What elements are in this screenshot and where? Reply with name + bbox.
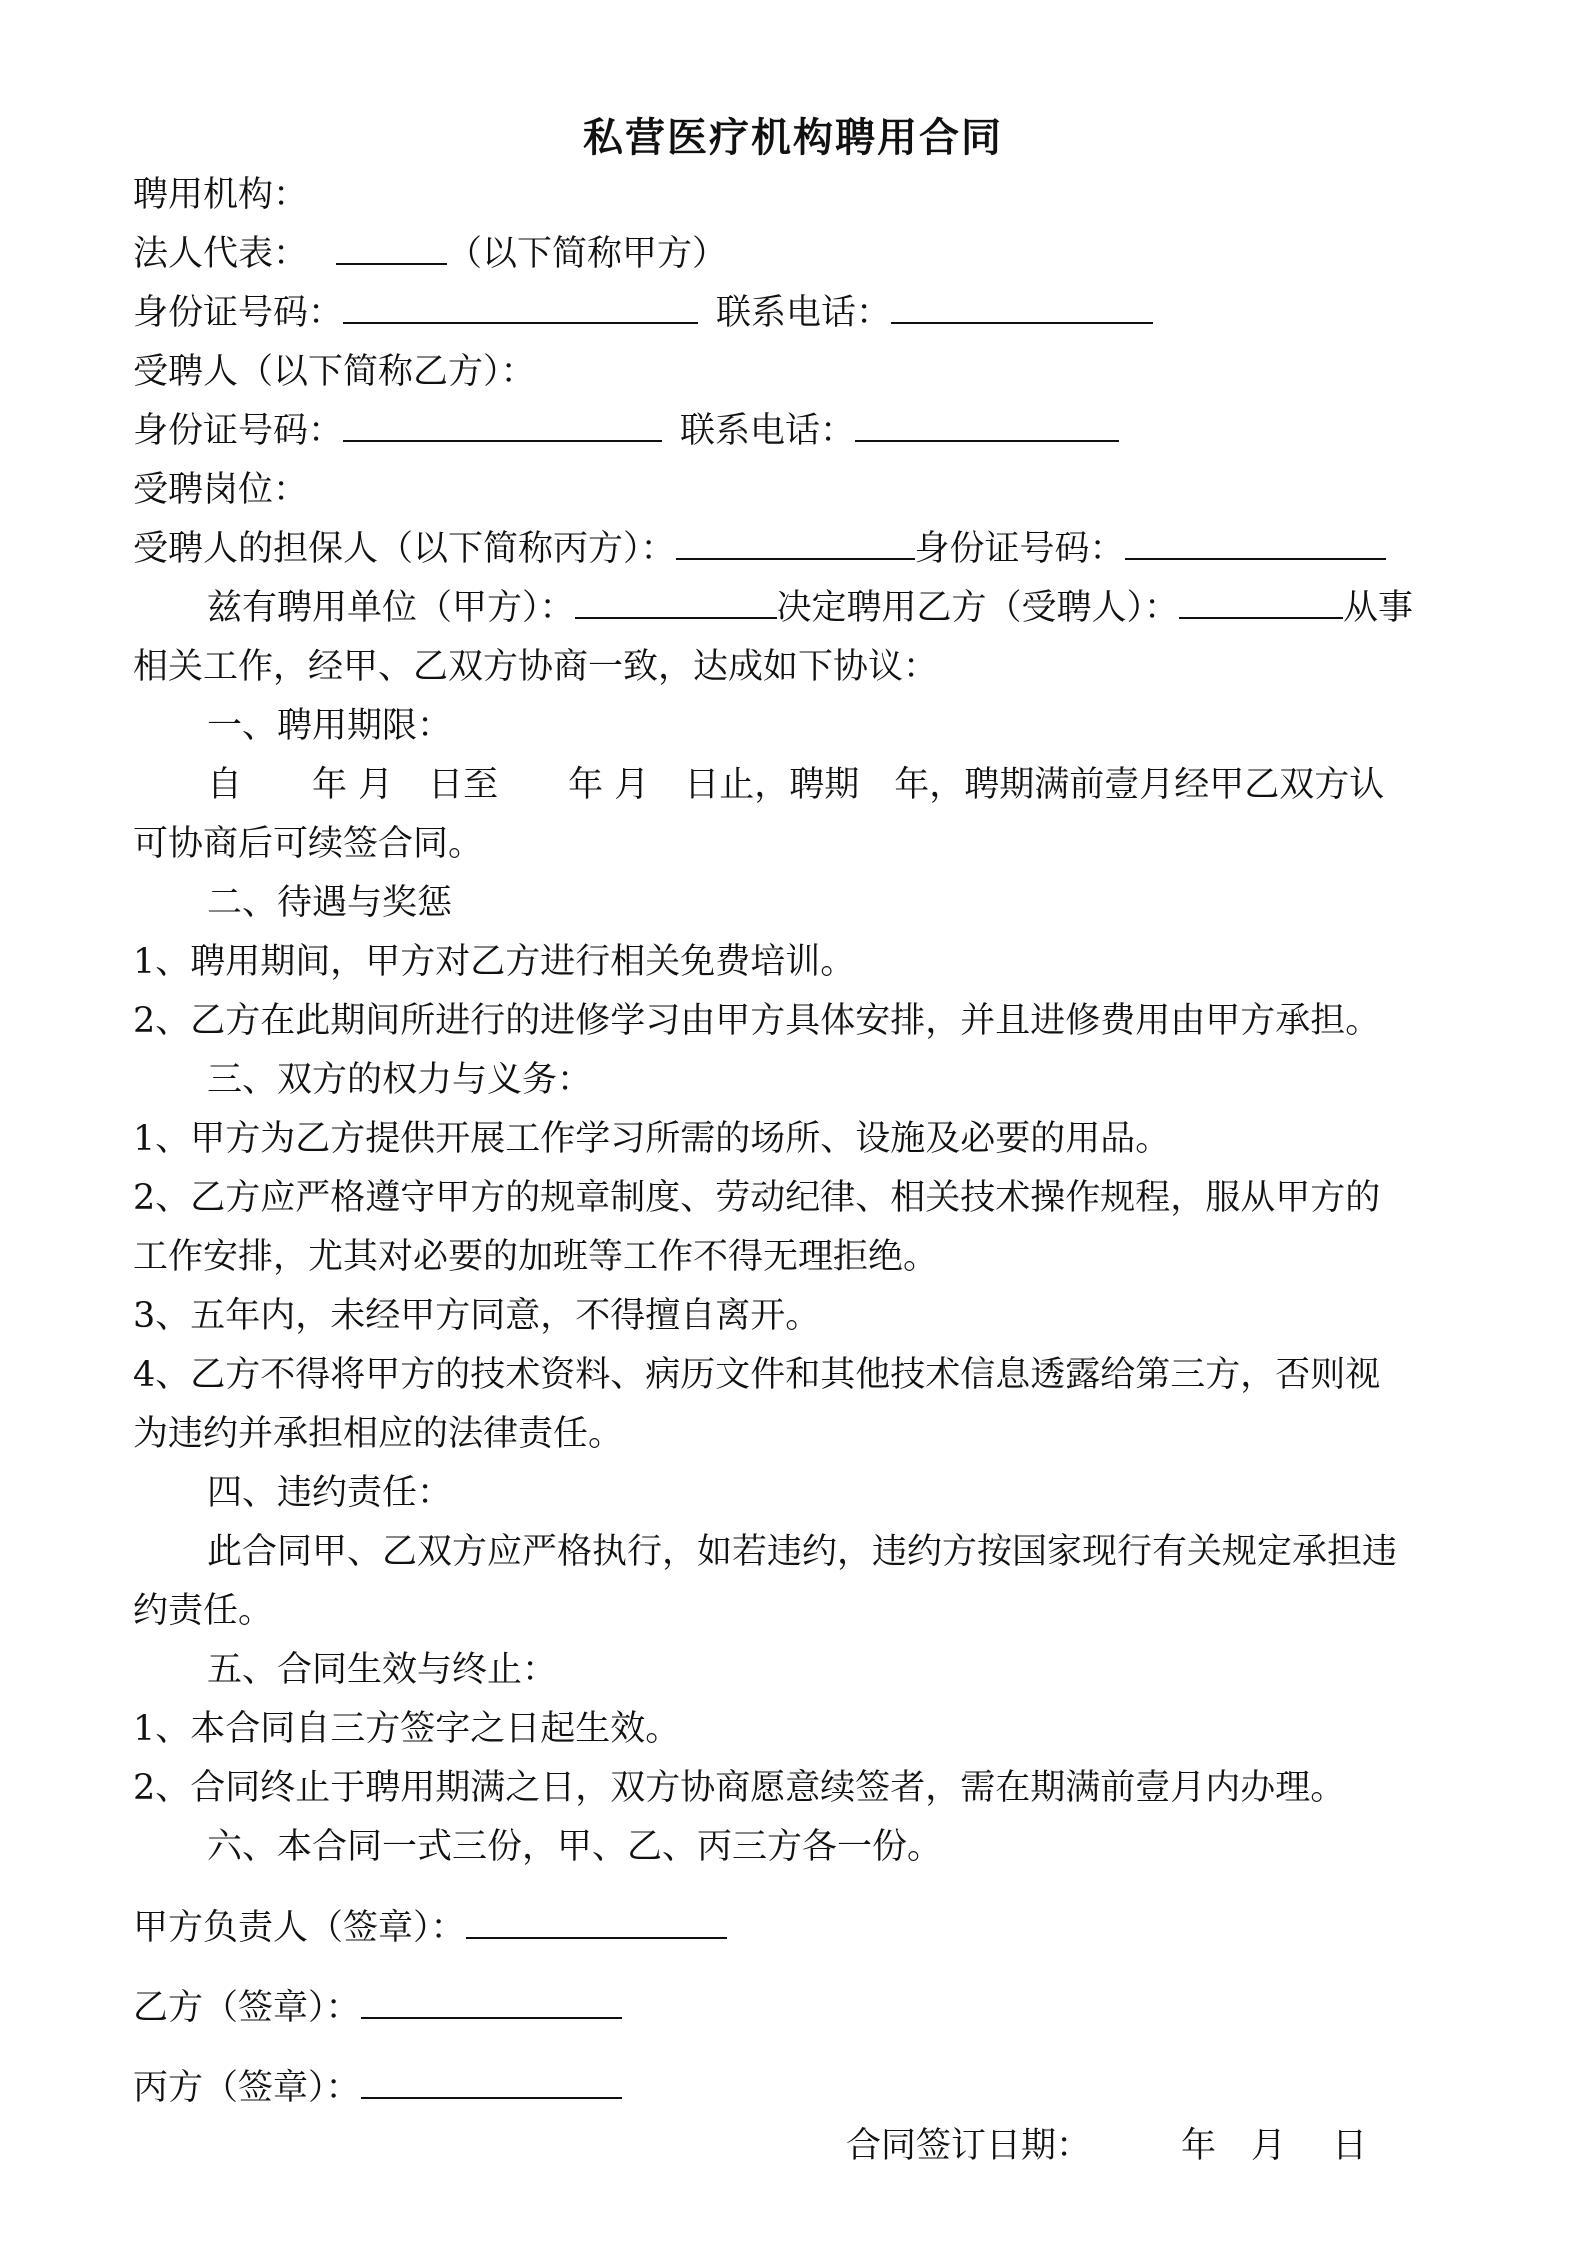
party-c-signature (133, 2060, 622, 2110)
legal-rep-line (133, 225, 1473, 284)
intro-text: 兹有聘用单位（甲方）： (207, 588, 575, 628)
signing-date-fields[interactable]: 年 月 日 (1181, 2126, 1368, 2166)
intro-line (133, 579, 1473, 638)
party-b-id-line (133, 402, 1473, 461)
party-b-phone-blank[interactable] (855, 410, 1119, 442)
section-4-title: 四、违约责任： (207, 1473, 453, 1513)
section-5-title: 五、合同生效与终止： (207, 1650, 558, 1690)
clause: 2、乙方应严格遵守甲方的规章制度、劳动纪律、相关技术操作规程，服从甲方的 (133, 1178, 1381, 1218)
intro-text: 决定聘用乙方（受聘人）： (776, 588, 1180, 628)
phone-label: 联系电话： (716, 293, 892, 333)
employer-label: 聘用机构： (133, 175, 309, 215)
intro-line-2: 相关工作，经甲、乙双方协商一致，达成如下协议： (133, 647, 939, 687)
party-a-phone-blank[interactable] (891, 292, 1153, 324)
intro-text: 从事 (1343, 588, 1414, 628)
position-label: 受聘岗位： (133, 470, 309, 510)
employer-line (133, 166, 1473, 225)
paragraph: 此合同甲、乙双方应严格执行，如若违约，违约方按国家现行有关规定承担违 (207, 1532, 1398, 1572)
clause: 2、乙方在此期间所进行的进修学习由甲方具体安排，并且进修费用由甲方承担。 (133, 1001, 1381, 1041)
legal-rep-label: 法人代表： (133, 234, 309, 274)
employee-label: 受聘人（以下简称乙方）： (133, 352, 536, 392)
party-b-id-blank[interactable] (343, 410, 662, 442)
id-label: 身份证号码： (133, 411, 344, 451)
guarantor-line (133, 520, 1473, 579)
document-title: 私营医疗机构聘用合同 (583, 114, 1003, 161)
party-b-signature-blank[interactable] (361, 1987, 622, 2019)
clause: 1、本合同自三方签字之日起生效。 (133, 1709, 681, 1749)
id-label: 身份证号码： (914, 529, 1125, 569)
legal-rep-blank[interactable] (336, 233, 447, 265)
guarantor-blank[interactable] (676, 528, 915, 560)
clause: 1、甲方为乙方提供开展工作学习所需的场所、设施及必要的用品。 (133, 1119, 1171, 1159)
clause: 3、五年内，未经甲方同意，不得擅自离开。 (133, 1296, 821, 1336)
paragraph: 自 年 月 日至 年 月 日止，聘期 年，聘期满前壹月经甲乙双方认 (207, 765, 1385, 805)
guarantor-label: 受聘人的担保人（以下简称丙方）： (133, 529, 676, 569)
paragraph: 可协商后可续签合同。 (133, 824, 484, 864)
section-1-title: 一、聘用期限： (207, 706, 453, 746)
employee-line (133, 343, 1473, 402)
signing-date (846, 2118, 1367, 2168)
section-6: 六、本合同一式三份，甲、乙、丙三方各一份。 (207, 1827, 943, 1867)
clause: 工作安排，尤其对必要的加班等工作不得无理拒绝。 (133, 1237, 939, 1277)
position-line (133, 461, 1473, 520)
party-a-signature-label: 甲方负责人（签章）： (133, 1908, 466, 1948)
guarantor-id-blank[interactable] (1125, 528, 1386, 560)
employee-name-blank[interactable] (1179, 587, 1343, 619)
party-a-id-line (133, 284, 1473, 343)
id-label: 身份证号码： (133, 293, 344, 333)
party-a-signature-blank[interactable] (466, 1907, 727, 1939)
phone-label: 联系电话： (680, 411, 856, 451)
clause: 1、聘用期间，甲方对乙方进行相关免费培训。 (133, 942, 856, 982)
signing-date-label: 合同签订日期： (846, 2126, 1092, 2166)
section-2-title: 二、待遇与奖惩 (207, 883, 453, 923)
legal-rep-suffix: （以下简称甲方） (447, 234, 728, 274)
contract-body (133, 166, 1473, 1877)
clause: 4、乙方不得将甲方的技术资料、病历文件和其他技术信息透露给第三方，否则视 (133, 1355, 1381, 1395)
clause: 2、合同终止于聘用期满之日，双方协商愿意续签者，需在期满前壹月内办理。 (133, 1768, 1346, 1808)
party-c-signature-blank[interactable] (361, 2067, 622, 2099)
party-a-id-blank[interactable] (343, 292, 698, 324)
paragraph: 约责任。 (133, 1591, 274, 1631)
party-b-signature-label: 乙方（签章）： (133, 1988, 361, 2028)
party-b-signature (133, 1980, 622, 2030)
clause: 为违约并承担相应的法律责任。 (133, 1414, 624, 1454)
section-3-title: 三、双方的权力与义务： (207, 1060, 593, 1100)
employer-unit-blank[interactable] (575, 587, 777, 619)
party-c-signature-label: 丙方（签章）： (133, 2068, 361, 2108)
party-a-signature (133, 1900, 727, 1950)
